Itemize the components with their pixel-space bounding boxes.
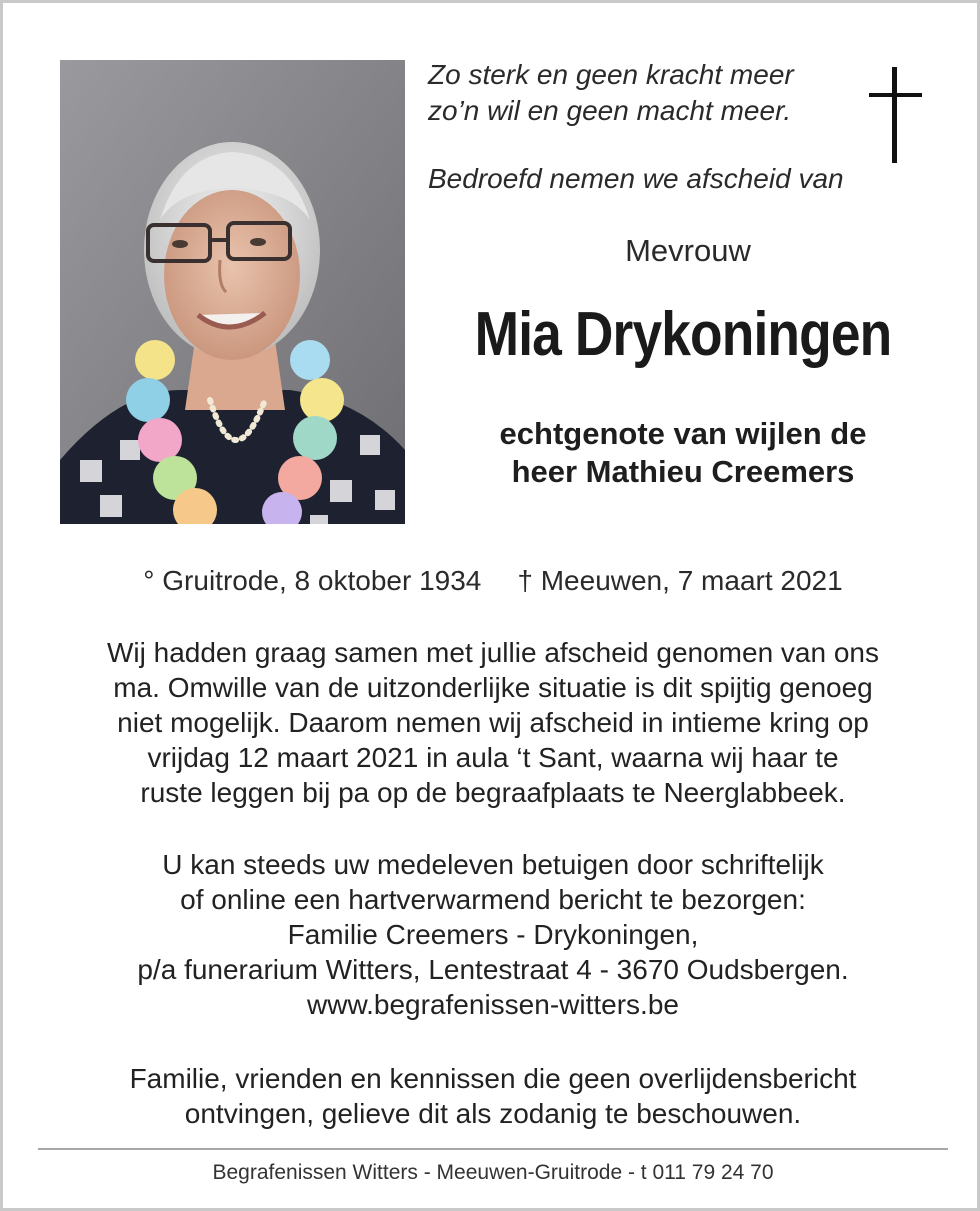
spouse-line: heer Mathieu Creemers xyxy=(511,454,855,489)
birth-date: ° Gruitrode, 8 oktober 1934 xyxy=(143,565,482,596)
website-link[interactable]: www.begrafenissen-witters.be xyxy=(307,989,679,1020)
paragraph-line: of online een hartverwarmend bericht te bezorgen: xyxy=(180,884,806,915)
paragraph-line: Familie, vrienden en kennissen die geen overlijdensbericht xyxy=(129,1063,857,1094)
spouse-line: echtgenote van wijlen de xyxy=(499,416,867,451)
paragraph-line: U kan steeds uw medeleven betuigen door schriftelijk xyxy=(162,849,824,880)
paragraph-line: ontvingen, gelieve dit als zodanig te beschouwen. xyxy=(184,1098,802,1129)
paragraph-line: Wij hadden graag samen met jullie afscheid genomen van ons xyxy=(106,637,879,668)
poem xyxy=(428,57,794,129)
death-date: † Meeuwen, 7 maart 2021 xyxy=(517,565,843,596)
poem-line: Zo sterk en geen kracht meer xyxy=(428,59,794,90)
paragraph-line: vrijdag 12 maart 2021 in aula ‘t Sant, waarna wij haar te xyxy=(147,742,839,773)
portrait-illustration xyxy=(60,60,405,524)
paragraph-line: ma. Omwille van de uitzonderlijke situatie is dit spijtig genoeg xyxy=(113,672,873,703)
poem-line: zo’n wil en geen macht meer. xyxy=(428,95,792,126)
paragraph-line: niet mogelijk. Daarom nemen wij afscheid in intieme kring op xyxy=(117,707,869,738)
intro-line: Bedroefd nemen we afscheid van xyxy=(428,163,844,194)
paragraph-line: p/a funerarium Witters, Lentestraat 4 - 3670 Oudsbergen. xyxy=(137,954,849,985)
deceased-name: Mia Drykoningen xyxy=(474,300,892,369)
footer-credit: Begrafenissen Witters - Meeuwen-Gruitrode - t 011 79 24 70 xyxy=(212,1161,774,1184)
farewell-paragraph xyxy=(3,635,980,810)
spouse-note xyxy=(423,415,943,491)
life-dates xyxy=(3,565,980,597)
paragraph-line: Familie Creemers - Drykoningen, xyxy=(287,919,699,950)
honorific: Mevrouw xyxy=(625,233,751,268)
condolence-paragraph xyxy=(3,847,980,1022)
notice-paragraph xyxy=(3,1061,980,1131)
portrait-photo xyxy=(60,60,405,524)
paragraph-line: ruste leggen bij pa op de begraafplaats te Neerglabbeek. xyxy=(140,777,846,808)
cross-icon xyxy=(865,67,925,163)
divider xyxy=(38,1148,948,1150)
